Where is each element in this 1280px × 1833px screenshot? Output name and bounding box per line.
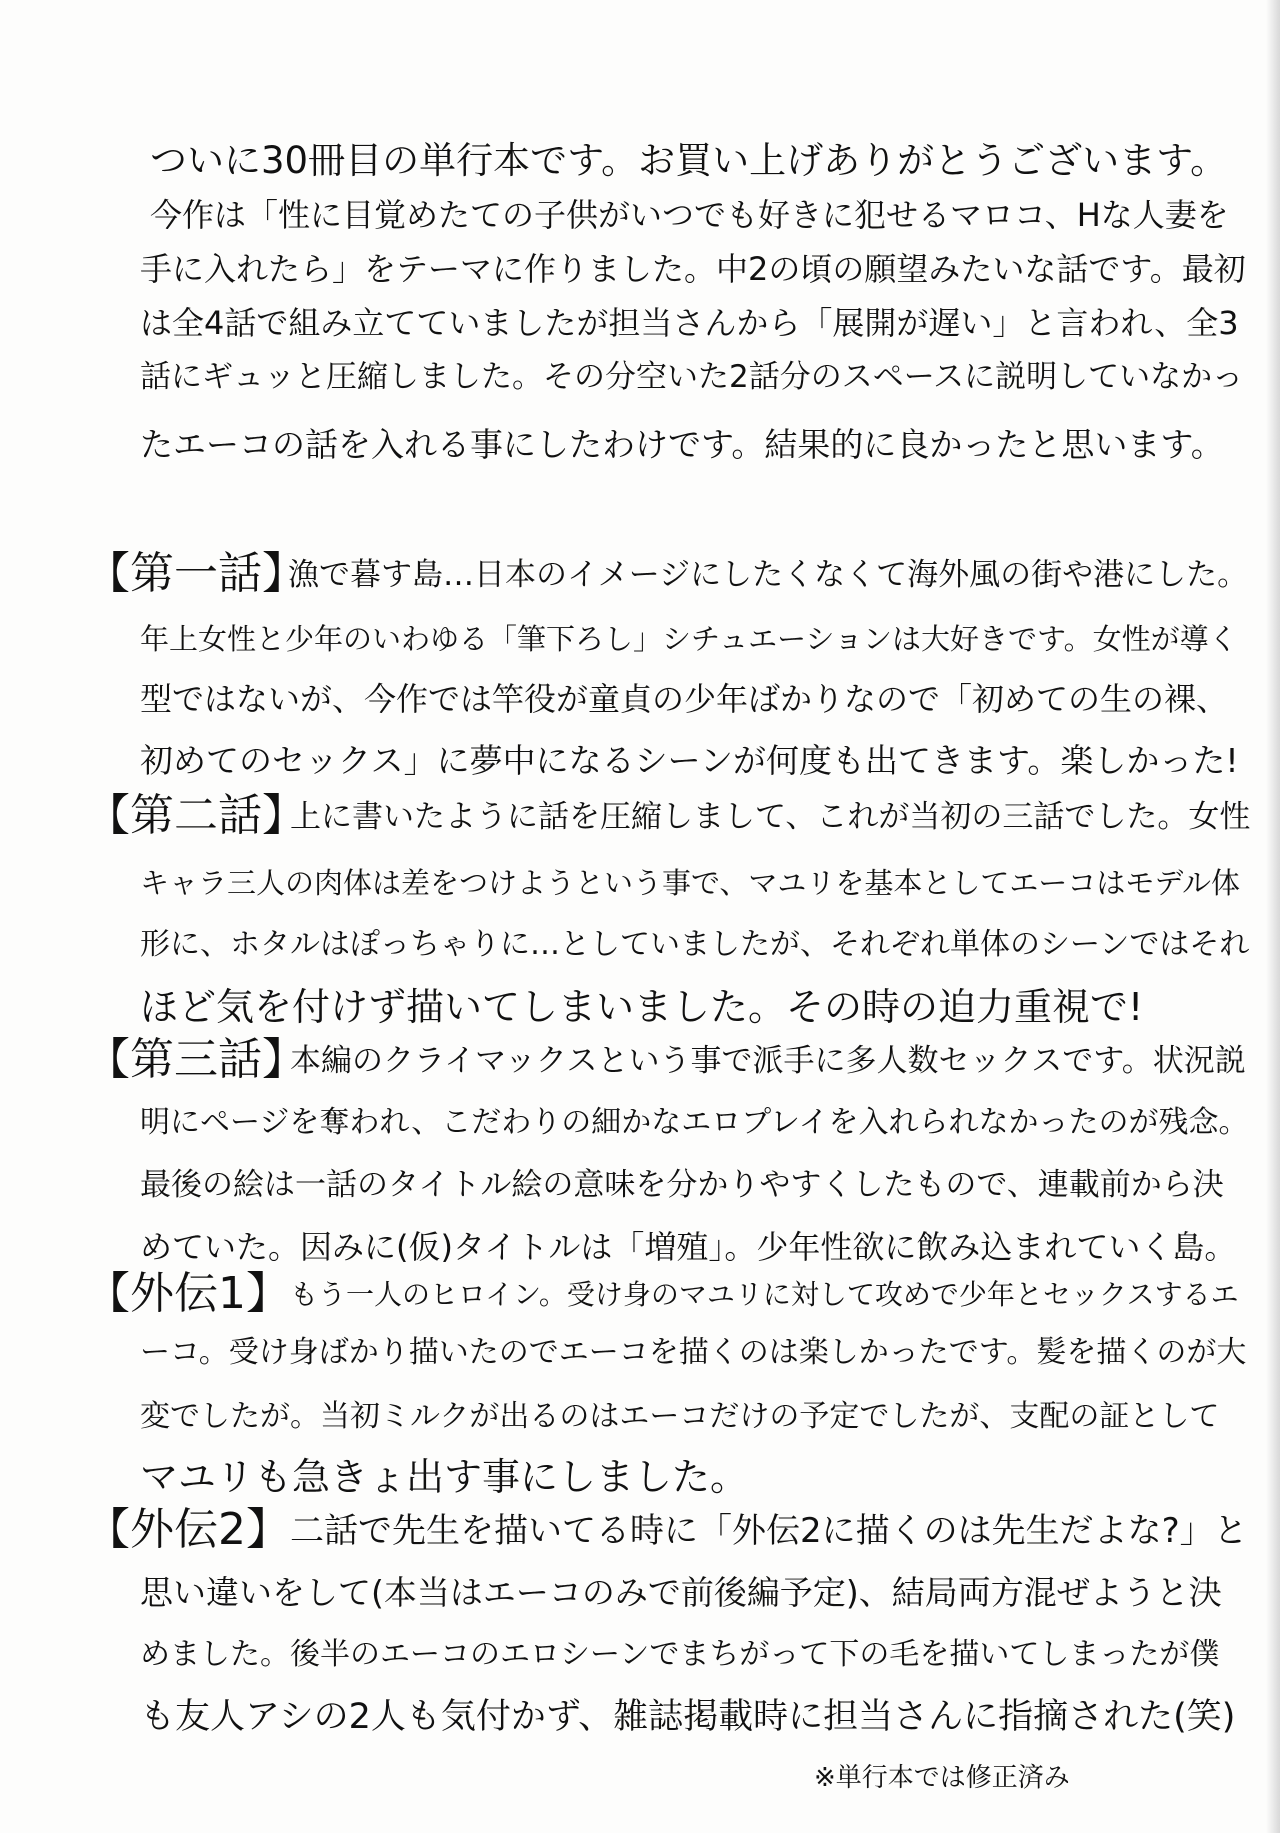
section-line: 型ではないが、今作では竿役が童貞の少年ばかりなので「初めての生の裸、	[140, 680, 1229, 718]
section-line: ーコ。受け身ばかり描いたのでエーコを描くのは楽しかったです。髪を描くのが大	[140, 1335, 1247, 1370]
section-line: 最後の絵は一話のタイトル絵の意味を分かりやすくしたもので、連載前から決	[140, 1167, 1224, 1203]
intro-line: 今作は「性に目覚めたての子供がいつでも好きに犯せるマロコ、Hな人妻を	[150, 196, 1229, 234]
section-heading-side-story-2: 【外伝2】	[86, 1504, 290, 1555]
section-line: ほど気を付けず描いてしまいました。その時の迫力重視で!	[140, 985, 1144, 1029]
section-line: 上に書いたように話を圧縮しまして、これが当初の三話でした。女性	[290, 799, 1251, 835]
footnote: ※単行本では修正済み	[814, 1763, 1070, 1793]
section-heading-episode-3: 【第三話】	[86, 1034, 306, 1085]
section-line: 漁で暮す島…日本のイメージにしたくなくて海外風の街や港にした。	[288, 557, 1249, 593]
intro-line: 手に入れたら」をテーマに作りました。中2の頃の願望みたいな話です。最初	[140, 250, 1246, 288]
intro-line: は全4話で組み立てていましたが担当さんから「展開が遅い」と言われ、全3	[140, 304, 1239, 342]
section-line: マユリも急きょ出す事にしました。	[140, 1455, 749, 1499]
section-line: 変でしたが。当初ミルクが出るのはエーコだけの予定でしたが、支配の証として	[140, 1399, 1220, 1434]
intro-line: ついに30冊目の単行本です。お買い上げありがとうございます。	[150, 139, 1228, 182]
section-line: 明にページを奪われ、こだわりの細かなエロプレイを入れられなかったのが残念。	[140, 1105, 1249, 1140]
section-line: 年上女性と少年のいわゆる「筆下ろし」シチュエーションは大好きです。女性が導く	[140, 622, 1238, 656]
intro-line: 話にギュッと圧縮しました。その分空いた2話分のスペースに説明していなかっ	[140, 359, 1244, 395]
section-heading-episode-1: 【第一話】	[86, 548, 306, 599]
section-line: もう一人のヒロイン。受け身のマユリに対して攻めで少年とセックスするエ	[290, 1278, 1239, 1311]
section-line: 初めてのセックス」に夢中になるシーンが何度も出てきます。楽しかった!	[140, 741, 1239, 780]
section-line: めていた。因みに(仮)タイトルは「増殖」。少年性欲に飲み込まれていく島。	[140, 1228, 1237, 1266]
section-heading-side-story-1: 【外伝1】	[86, 1268, 290, 1319]
section-line: 本編のクライマックスという事で派手に多人数セックスです。状況説	[290, 1043, 1246, 1079]
section-line: めました。後半のエーコのエロシーンでまちがって下の毛を描いてしまったが僕	[140, 1637, 1220, 1672]
section-line: キャラ三人の肉体は差をつけようという事で、マユリを基本としてエーコはモデル体	[140, 866, 1240, 900]
section-line: も友人アシの2人も気付かず、雑誌掲載時に担当さんに指摘された(笑)	[140, 1697, 1236, 1737]
section-line: 思い違いをして(本当はエーコのみで前後編予定)、結局両方混ぜようと決	[140, 1573, 1222, 1612]
section-line: 二話で先生を描いてる時に「外伝2に描くのは先生だよな?」と	[290, 1511, 1248, 1551]
section-heading-episode-2: 【第二話】	[86, 790, 306, 841]
intro-line: たエーコの話を入れる事にしたわけです。結果的に良かったと思います。	[140, 425, 1224, 464]
section-line: 形に、ホタルはぽっちゃりに…としていましたが、それぞれ単体のシーンではそれ	[140, 927, 1250, 962]
